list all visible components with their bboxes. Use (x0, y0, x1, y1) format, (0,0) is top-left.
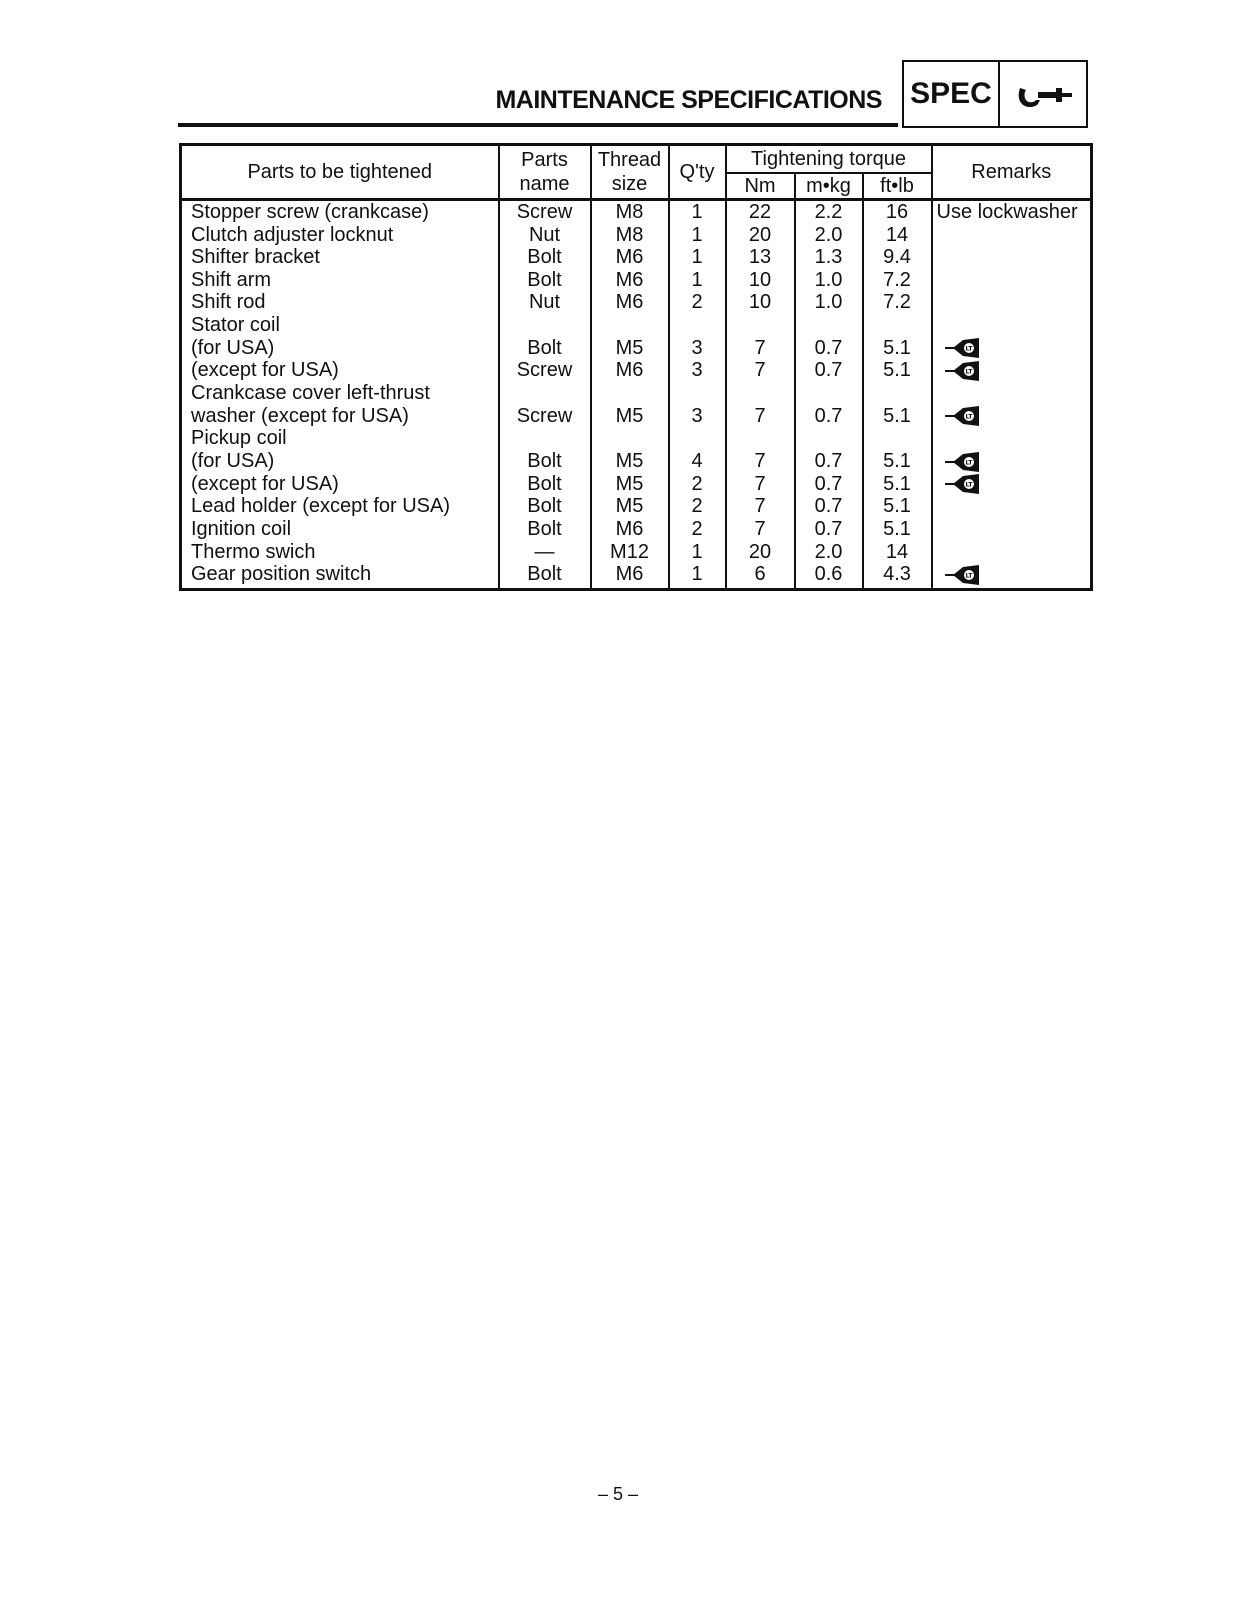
cell-part: Thermo swich (181, 541, 499, 564)
table-row (181, 473, 1092, 496)
header-parts-name (499, 145, 591, 200)
cell-part: Shift arm (181, 269, 499, 292)
cell-part: Clutch adjuster locknut (181, 224, 499, 247)
cell-thread (591, 382, 669, 405)
cell-nm: 7 (726, 337, 795, 360)
cell-mkg: 2.0 (795, 541, 863, 564)
header-ftlb: ft•lb (863, 173, 932, 200)
cell-mkg: 1.0 (795, 291, 863, 314)
cell-nm: 7 (726, 518, 795, 541)
table-row (181, 450, 1092, 473)
cell-remark (932, 405, 1092, 428)
cell-mkg: 0.6 (795, 563, 863, 589)
header-qty: Q'ty (669, 145, 726, 200)
page-title: MAINTENANCE SPECIFICATIONS (495, 86, 882, 114)
cell-ftlb: 5.1 (863, 473, 932, 496)
cell-qty: 1 (669, 200, 726, 224)
cell-qty: 3 (669, 337, 726, 360)
cell-remark (932, 382, 1092, 405)
cell-name (499, 427, 591, 450)
cell-ftlb: 9.4 (863, 246, 932, 269)
cell-nm: 7 (726, 450, 795, 473)
cell-name: Screw (499, 405, 591, 428)
table-row (181, 563, 1092, 589)
cell-name: Bolt (499, 518, 591, 541)
cell-qty: 2 (669, 518, 726, 541)
cell-name: Bolt (499, 563, 591, 589)
cell-part: Gear position switch (181, 563, 499, 589)
cell-part: Stator coil (181, 314, 499, 337)
cell-part: Pickup coil (181, 427, 499, 450)
cell-qty: 2 (669, 495, 726, 518)
cell-part: Lead holder (except for USA) (181, 495, 499, 518)
cell-qty: 2 (669, 291, 726, 314)
cell-name: Bolt (499, 246, 591, 269)
header-tightening-torque: Tightening torque (726, 145, 932, 174)
cell-nm (726, 314, 795, 337)
header-thread-size-line1: Thread (597, 149, 662, 171)
cell-name (499, 382, 591, 405)
svg-text:LT: LT (965, 572, 972, 580)
cell-qty: 3 (669, 359, 726, 382)
cell-thread: M6 (591, 359, 669, 382)
page-header (178, 60, 1090, 130)
cell-nm (726, 382, 795, 405)
cell-part: (except for USA) (181, 359, 499, 382)
cell-name: Bolt (499, 337, 591, 360)
cell-thread: M6 (591, 563, 669, 589)
cell-remark (932, 495, 1092, 518)
cell-remark (932, 518, 1092, 541)
svg-text:LT: LT (965, 345, 972, 353)
cell-name: Nut (499, 224, 591, 247)
cell-thread: M5 (591, 337, 669, 360)
cell-qty: 3 (669, 405, 726, 428)
cell-nm: 7 (726, 359, 795, 382)
page-number: – 5 – (597, 1484, 639, 1504)
wrench-icon (1016, 82, 1074, 110)
cell-nm: 10 (726, 269, 795, 292)
cell-thread (591, 427, 669, 450)
cell-qty: 1 (669, 246, 726, 269)
cell-ftlb: 5.1 (863, 337, 932, 360)
cell-part: Shifter bracket (181, 246, 499, 269)
cell-mkg: 0.7 (795, 359, 863, 382)
table-row (181, 269, 1092, 292)
cell-ftlb: 14 (863, 541, 932, 564)
table-row (181, 427, 1092, 450)
cell-nm: 7 (726, 495, 795, 518)
header-remarks: Remarks (932, 145, 1092, 200)
cell-name (499, 314, 591, 337)
header-thread-size-line2: size (611, 173, 648, 195)
table-row (181, 495, 1092, 518)
cell-qty (669, 314, 726, 337)
cell-remark (932, 450, 1092, 473)
cell-nm: 7 (726, 473, 795, 496)
section-label: SPEC (904, 62, 1000, 126)
cell-remark: Use lockwasher (932, 200, 1092, 224)
table-row (181, 314, 1092, 337)
cell-part: Stopper screw (crankcase) (181, 200, 499, 224)
cell-mkg (795, 382, 863, 405)
cell-remark (932, 224, 1092, 247)
header-nm: Nm (726, 173, 795, 200)
header-thread-size (591, 145, 669, 200)
cell-thread: M8 (591, 224, 669, 247)
cell-thread (591, 314, 669, 337)
table-row (181, 337, 1092, 360)
table-row (181, 382, 1092, 405)
table-row (181, 405, 1092, 428)
cell-ftlb (863, 314, 932, 337)
cell-remark (932, 427, 1092, 450)
cell-mkg: 0.7 (795, 405, 863, 428)
cell-remark (932, 541, 1092, 564)
cell-mkg: 0.7 (795, 495, 863, 518)
cell-qty (669, 382, 726, 405)
table-row (181, 291, 1092, 314)
cell-remark (932, 314, 1092, 337)
cell-mkg: 2.2 (795, 200, 863, 224)
cell-remark (932, 473, 1092, 496)
cell-part: washer (except for USA) (181, 405, 499, 428)
cell-mkg: 2.0 (795, 224, 863, 247)
header-rule (178, 123, 898, 127)
header-mkg: m•kg (795, 173, 863, 200)
cell-ftlb: 5.1 (863, 495, 932, 518)
cell-name: Bolt (499, 473, 591, 496)
cell-name: Nut (499, 291, 591, 314)
cell-thread: M6 (591, 291, 669, 314)
cell-thread: M6 (591, 518, 669, 541)
cell-mkg: 0.7 (795, 473, 863, 496)
table-row (181, 541, 1092, 564)
cell-ftlb: 5.1 (863, 518, 932, 541)
svg-text:LT: LT (965, 368, 972, 376)
locktite-lt-icon (945, 405, 985, 427)
table-body (181, 200, 1092, 590)
cell-remark (932, 359, 1092, 382)
cell-nm (726, 427, 795, 450)
cell-mkg (795, 427, 863, 450)
cell-nm: 7 (726, 405, 795, 428)
cell-mkg: 1.0 (795, 269, 863, 292)
table-row (181, 224, 1092, 247)
cell-name: Bolt (499, 269, 591, 292)
cell-name: Bolt (499, 495, 591, 518)
cell-name: — (499, 541, 591, 564)
cell-thread: M6 (591, 269, 669, 292)
cell-nm: 20 (726, 541, 795, 564)
table-row (181, 246, 1092, 269)
cell-part: (for USA) (181, 450, 499, 473)
cell-thread: M5 (591, 473, 669, 496)
cell-ftlb: 14 (863, 224, 932, 247)
cell-remark (932, 563, 1092, 589)
cell-qty: 2 (669, 473, 726, 496)
cell-qty: 1 (669, 224, 726, 247)
cell-ftlb: 5.1 (863, 450, 932, 473)
cell-thread: M6 (591, 246, 669, 269)
svg-text:LT: LT (965, 481, 972, 489)
cell-remark (932, 246, 1092, 269)
header-parts-to-be-tightened: Parts to be tightened (181, 145, 499, 200)
cell-remark (932, 337, 1092, 360)
cell-name: Screw (499, 359, 591, 382)
cell-part: (for USA) (181, 337, 499, 360)
cell-nm: 13 (726, 246, 795, 269)
header-parts-name-line1: Parts (521, 149, 568, 171)
cell-ftlb: 16 (863, 200, 932, 224)
cell-remark (932, 269, 1092, 292)
cell-qty: 4 (669, 450, 726, 473)
cell-remark (932, 291, 1092, 314)
section-tab (902, 60, 1088, 128)
cell-mkg (795, 314, 863, 337)
cell-nm: 6 (726, 563, 795, 589)
cell-mkg: 0.7 (795, 518, 863, 541)
cell-ftlb (863, 382, 932, 405)
cell-nm: 20 (726, 224, 795, 247)
svg-text:LT: LT (965, 413, 972, 421)
cell-ftlb: 5.1 (863, 359, 932, 382)
table-row (181, 518, 1092, 541)
cell-part: (except for USA) (181, 473, 499, 496)
locktite-lt-icon (945, 337, 985, 359)
cell-mkg: 0.7 (795, 337, 863, 360)
cell-nm: 10 (726, 291, 795, 314)
locktite-lt-icon (945, 451, 985, 473)
table-header (181, 145, 1092, 200)
torque-spec-table (179, 143, 1093, 591)
cell-ftlb: 4.3 (863, 563, 932, 589)
cell-thread: M5 (591, 495, 669, 518)
cell-qty: 1 (669, 563, 726, 589)
cell-qty: 1 (669, 269, 726, 292)
cell-ftlb: 5.1 (863, 405, 932, 428)
cell-thread: M8 (591, 200, 669, 224)
locktite-lt-icon (945, 564, 985, 586)
cell-thread: M5 (591, 450, 669, 473)
svg-text:LT: LT (965, 459, 972, 467)
cell-name: Screw (499, 200, 591, 224)
cell-ftlb: 7.2 (863, 291, 932, 314)
table-row (181, 359, 1092, 382)
cell-ftlb: 7.2 (863, 269, 932, 292)
locktite-lt-icon (945, 360, 985, 382)
header-parts-name-line2: name (519, 173, 570, 195)
cell-thread: M12 (591, 541, 669, 564)
cell-part: Shift rod (181, 291, 499, 314)
cell-nm: 22 (726, 200, 795, 224)
cell-mkg: 0.7 (795, 450, 863, 473)
cell-part: Crankcase cover left-thrust (181, 382, 499, 405)
cell-qty (669, 427, 726, 450)
cell-name: Bolt (499, 450, 591, 473)
table-row (181, 200, 1092, 224)
cell-ftlb (863, 427, 932, 450)
cell-mkg: 1.3 (795, 246, 863, 269)
cell-thread: M5 (591, 405, 669, 428)
cell-qty: 1 (669, 541, 726, 564)
locktite-lt-icon (945, 473, 985, 495)
cell-part: Ignition coil (181, 518, 499, 541)
